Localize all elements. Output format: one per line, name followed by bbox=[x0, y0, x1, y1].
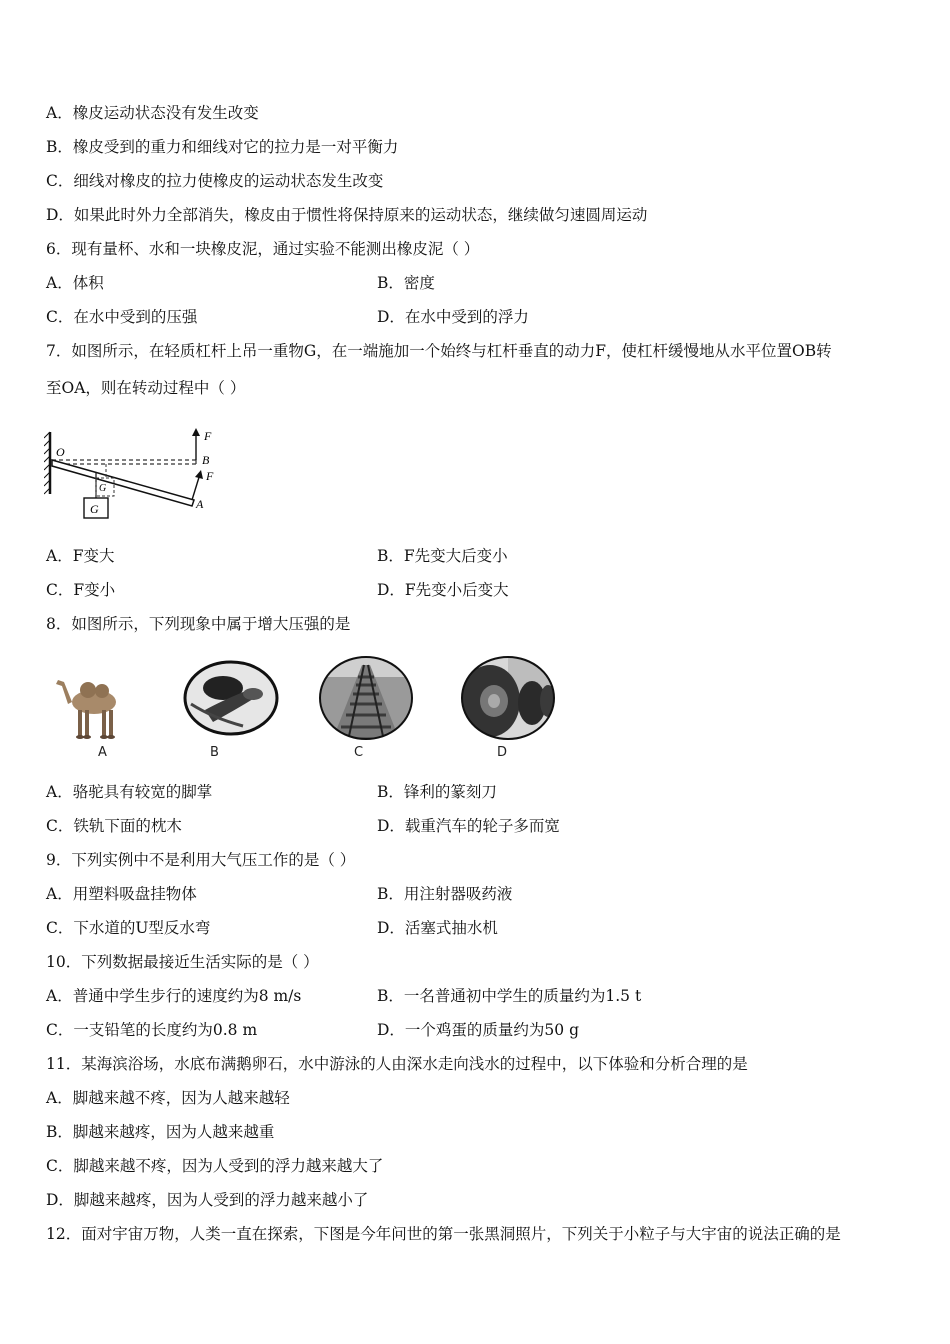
q8-option-b: B．锋利的篆刻刀 bbox=[377, 783, 497, 801]
label-b: B bbox=[202, 453, 210, 467]
q12-stem: 12．面对宇宙万物，人类一直在探索，下图是今年问世的第一张黑洞照片，下列关于小粒子与大宇宙的说法正确的是 bbox=[46, 1225, 841, 1243]
q7-stem-line2: 至OA，则在转动过程中（ ） bbox=[46, 379, 246, 397]
q9-option-b: B．用注射器吸药液 bbox=[377, 885, 513, 903]
picture-label-d: D bbox=[497, 745, 508, 760]
q8-option-d: D．载重汽车的轮子多而宽 bbox=[377, 817, 560, 835]
q11-option-d: D．脚越来越疼，因为人受到的浮力越来越小了 bbox=[46, 1191, 369, 1209]
q9-stem: 9．下列实例中不是利用大气压工作的是（ ） bbox=[46, 851, 356, 869]
q10-stem: 10．下列数据最接近生活实际的是（ ） bbox=[46, 953, 319, 971]
railway-picture bbox=[318, 655, 414, 741]
q8-stem: 8．如图所示，下列现象中属于增大压强的是 bbox=[46, 615, 351, 633]
q8-option-a: A．骆驼具有较宽的脚掌 bbox=[46, 783, 213, 801]
label-f-top: F bbox=[204, 429, 212, 443]
label-g: G bbox=[90, 502, 99, 516]
q10-option-d: D．一个鸡蛋的质量约为50 g bbox=[377, 1021, 580, 1039]
q11-option-c: C．脚越来越不疼，因为人受到的浮力越来越大了 bbox=[46, 1157, 384, 1175]
q11-option-a: A．脚越来越不疼，因为人越来越轻 bbox=[46, 1089, 290, 1107]
q7-option-b: B．F先变大后变小 bbox=[377, 547, 508, 565]
q5-option-c: C．细线对橡皮的拉力使橡皮的运动状态发生改变 bbox=[46, 172, 384, 190]
q9-option-c: C．下水道的U型反水弯 bbox=[46, 919, 211, 937]
q11-option-b: B．脚越来越疼，因为人越来越重 bbox=[46, 1123, 275, 1141]
carving-knife-picture bbox=[183, 660, 279, 736]
picture-label-c: C bbox=[354, 745, 364, 760]
q7-option-c: C．F变小 bbox=[46, 581, 116, 599]
picture-label-b: B bbox=[210, 745, 219, 760]
q10-option-b: B．一名普通初中学生的质量约为1.5 t bbox=[377, 987, 642, 1005]
label-g-dashed: G bbox=[99, 483, 107, 494]
lever-diagram bbox=[44, 424, 224, 520]
label-f-bottom: F bbox=[206, 469, 214, 483]
q6-option-d: D．在水中受到的浮力 bbox=[377, 308, 529, 326]
q7-option-a: A．F变大 bbox=[46, 547, 115, 565]
q5-option-a: A．橡皮运动状态没有发生改变 bbox=[46, 104, 259, 122]
label-o: O bbox=[56, 445, 65, 459]
q5-option-d: D．如果此时外力全部消失，橡皮由于惯性将保持原来的运动状态，继续做匀速圆周运动 bbox=[46, 206, 648, 224]
q9-option-d: D．活塞式抽水机 bbox=[377, 919, 498, 937]
q5-option-b: B．橡皮受到的重力和细线对它的拉力是一对平衡力 bbox=[46, 138, 399, 156]
q6-option-a: A．体积 bbox=[46, 274, 104, 292]
q9-option-a: A．用塑料吸盘挂物体 bbox=[46, 885, 197, 903]
truck-wheels-picture bbox=[460, 655, 556, 741]
q10-option-a: A．普通中学生步行的速度约为8 m/s bbox=[46, 987, 302, 1005]
q7-stem-line1: 7．如图所示，在轻质杠杆上吊一重物G，在一端施加一个始终与杠杆垂直的动力F，使杠杆缓慢地从水平位置OB转 bbox=[46, 342, 832, 360]
camel-picture bbox=[52, 664, 132, 742]
q6-option-b: B．密度 bbox=[377, 274, 435, 292]
q11-stem: 11．某海滨浴场，水底布满鹅卵石，水中游泳的人由深水走向浅水的过程中，以下体验和分析合理的是 bbox=[46, 1055, 748, 1073]
q6-stem: 6．现有量杯、水和一块橡皮泥，通过实验不能测出橡皮泥（ ） bbox=[46, 240, 480, 258]
q7-option-d: D．F先变小后变大 bbox=[377, 581, 509, 599]
q8-option-c: C．铁轨下面的枕木 bbox=[46, 817, 182, 835]
label-a: A bbox=[196, 497, 204, 511]
q6-option-c: C．在水中受到的压强 bbox=[46, 308, 198, 326]
q10-option-c: C．一支铅笔的长度约为0.8 m bbox=[46, 1021, 258, 1039]
picture-label-a: A bbox=[98, 745, 107, 760]
